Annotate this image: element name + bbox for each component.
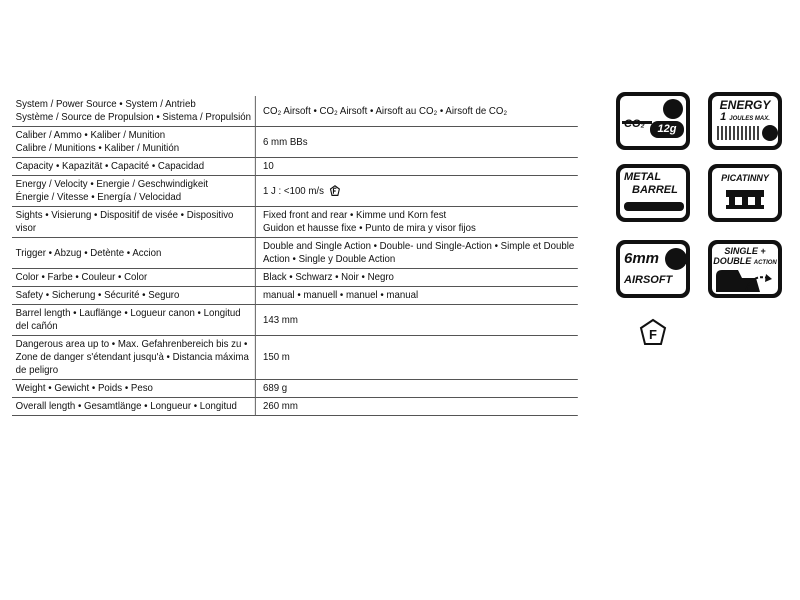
spec-row: [12, 238, 578, 269]
spec-value: [255, 336, 578, 380]
spec-label: [12, 176, 255, 207]
bb-size-label: 6mm: [624, 250, 660, 267]
spec-row: [12, 305, 578, 336]
single-double-action-icon: [708, 240, 782, 298]
spec-label-line: Capacity • Kapazität • Capacité • Capacidad: [15, 160, 205, 172]
spec-label-line: del cañón: [15, 320, 58, 332]
spec-label-line: Zone de danger s'étendant jusqu'à • Distancia máxima: [15, 351, 249, 363]
spec-value: [255, 398, 578, 416]
spec-label-line: visor: [15, 222, 37, 234]
spec-value-line: 10: [262, 160, 274, 172]
spec-label-line: Caliber / Ammo • Kaliber / Munition: [15, 129, 166, 141]
spec-label: [12, 398, 255, 416]
spec-value: [255, 176, 578, 207]
spec-value-line: 143 mm: [262, 313, 298, 326]
spec-row: [12, 398, 578, 416]
spec-value-line: Guidon et hausse fixe • Punto de mira y visor fijos: [262, 222, 476, 234]
spec-table: [12, 96, 578, 416]
spec-value-line: manual • manuell • manuel • manual: [262, 289, 419, 301]
energy-title: ENERGY: [719, 98, 771, 112]
spec-label-line: Calibre / Munitions • Kaliber / Munitión: [15, 142, 180, 154]
spec-value-line: 689 g: [262, 382, 288, 394]
action-suffix: ACTION: [753, 260, 777, 266]
spec-label-line: Trigger • Abzug • Detènte • Accion: [15, 246, 162, 259]
energy-number: 1: [720, 111, 727, 123]
spec-value-line: Action • Single y Double Action: [262, 253, 396, 265]
spec-value-line: 150 m: [262, 351, 290, 363]
spec-label-line: Dangerous area up to • Max. Gefahrenbereich bis zu •: [15, 338, 248, 350]
picatinny-label: PICATINNY: [721, 173, 769, 183]
spec-label: [12, 336, 255, 380]
spec-value-line: Fixed front and rear • Kimme und Korn fest: [262, 209, 447, 221]
barrel-line1: METAL: [624, 171, 662, 183]
spec-row: [12, 158, 578, 176]
spec-value: [255, 96, 578, 127]
co2-label: CO₂: [624, 118, 645, 130]
spec-label-line: Overall length • Gesamtlänge • Longueur • Longitud: [15, 400, 237, 412]
spec-row: [12, 269, 578, 287]
barrel-line2: BARREL: [632, 184, 678, 196]
f-mark-text: F: [649, 327, 657, 342]
f-mark-small-icon: [329, 185, 340, 197]
spec-label-line: Energy / Velocity • Energie / Geschwindigkeit: [15, 178, 209, 190]
spec-value-line: 1 J : <100 m/s: [263, 185, 574, 198]
spec-label-line: Sights • Visierung • Dispositif de visée • Dispositivo: [15, 209, 234, 221]
spec-value: [255, 127, 578, 158]
energy-icon: [708, 92, 782, 150]
spec-row: [12, 207, 578, 238]
picatinny-rail-icon: [708, 164, 782, 222]
spec-label: [12, 287, 255, 305]
spec-label: [12, 96, 255, 127]
spec-value: [255, 380, 578, 398]
spec-label-line: Safety • Sicherung • Sécurité • Seguro: [15, 289, 180, 301]
spec-label: [12, 158, 255, 176]
spec-value: [255, 158, 578, 176]
spec-value: [255, 207, 578, 238]
action-double: DOUBLE: [713, 256, 752, 266]
spec-row: [12, 287, 578, 305]
spec-row: [12, 380, 578, 398]
f-mark-icon: [638, 318, 668, 348]
spec-label: [12, 127, 255, 158]
co2-amount-label: 12g: [657, 123, 677, 135]
spec-label-line: Weight • Gewicht • Poids • Peso: [15, 382, 153, 394]
spec-label: [12, 269, 255, 287]
co2-capsule-icon: [616, 92, 690, 150]
spec-value: [255, 305, 578, 336]
spec-label-line: Système / Source de Propulsion • Sistema / Propulsión: [15, 111, 252, 123]
spec-label: [12, 380, 255, 398]
spec-row: [12, 127, 578, 158]
spec-label-line: Énergie / Vitesse • Energía / Velocidad: [15, 191, 182, 203]
spec-label-line: Barrel length • Lauflänge • Logueur canon • Longitud: [15, 307, 241, 319]
spec-label-line: de peligro: [15, 364, 59, 376]
bb-type-label: AIRSOFT: [624, 274, 673, 286]
spec-label: [12, 238, 255, 269]
spec-value: [255, 238, 578, 269]
spec-value: [255, 287, 578, 305]
spec-value-line: 6 mm BBs: [262, 135, 308, 148]
spec-label-line: Color • Farbe • Couleur • Color: [15, 271, 148, 283]
spec-label: [12, 207, 255, 238]
spec-value-line: CO₂ Airsoft • CO₂ Airsoft • Airsoft au CO₂ • Airsoft de CO₂: [262, 104, 508, 117]
spec-label: [12, 305, 255, 336]
spec-row: [12, 96, 578, 127]
spec-value: [255, 269, 578, 287]
action-line1: SINGLE +: [724, 246, 766, 256]
spec-label-line: System / Power Source • System / Antrieb: [15, 98, 196, 110]
bb-6mm-icon: [616, 240, 690, 298]
spec-value-line: 260 mm: [262, 400, 298, 412]
energy-unit: JOULES MAX.: [729, 116, 770, 122]
spec-value-line: Black • Schwarz • Noir • Negro: [262, 271, 394, 283]
spec-row: [12, 176, 578, 207]
metal-barrel-icon: [616, 164, 690, 222]
spec-row: [12, 336, 578, 380]
spec-value-line: Double and Single Action • Double- und Single-Action • Simple et Double: [262, 240, 575, 252]
